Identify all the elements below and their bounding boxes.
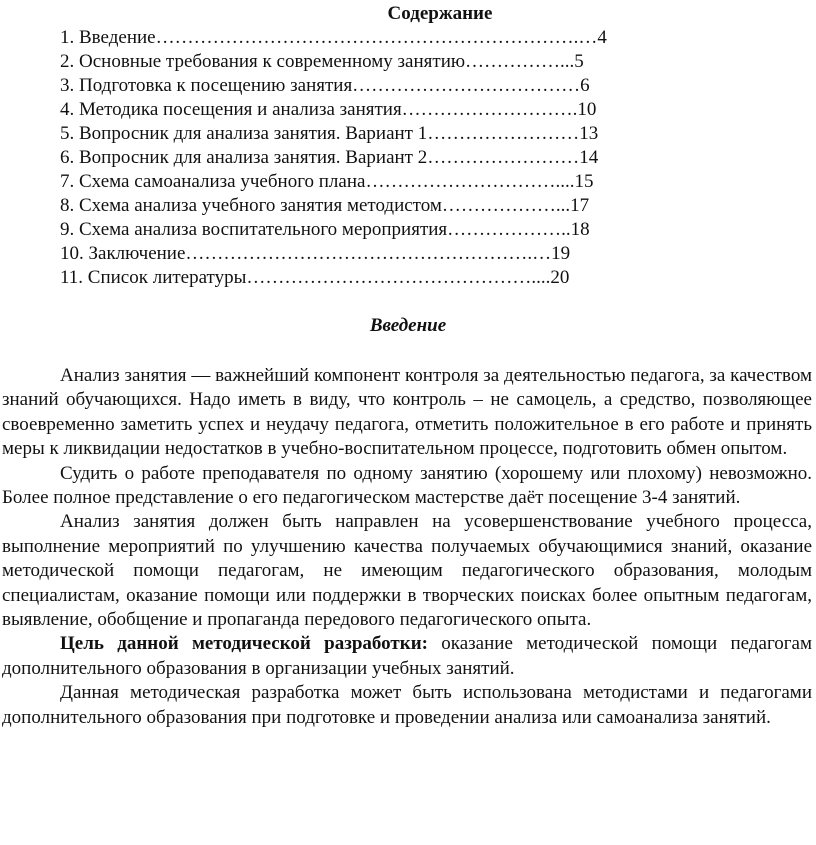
toc-entry: 10. Заключение……………………………………………….…19 <box>60 243 571 264</box>
section-title-introduction: Введение <box>369 315 447 336</box>
toc-entry: 4. Методика посещения и анализа занятия……………………….10 <box>60 99 597 120</box>
goal-label: Цель данной методической разработки: <box>60 633 428 655</box>
toc-entry: 3. Подготовка к посещению занятия………………………………6 <box>60 75 590 96</box>
introduction-body <box>2 364 812 730</box>
paragraph: Данная методическая разработка может быть использована методистами и педагогами дополнительного образования при подготовке и проведении анализа или самоанализа занятий. <box>2 682 812 728</box>
toc-entry: 6. Вопросник для анализа занятия. Вариант 2……………………14 <box>60 147 599 168</box>
toc-entry: 9. Схема анализа воспитательного мероприятия………………..18 <box>60 219 590 240</box>
toc-entry: 2. Основные требования к современному занятию……………...5 <box>60 51 584 72</box>
goal-text: оказание методической помощи педагогам дополнительного образования в организации учебных занятий. <box>2 633 813 679</box>
paragraph: Анализ занятия должен быть направлен на усовершенствование учебного процесса, выполнение мероприятий по улучшению качества получаемых обучающимися знаний, оказание методической помощи педагогам, не имеющим педагогического образования, молодым специалистам, оказание помощи или поддержки в творческих поисках более опытным педагогам, выявление, обобщение и пропаганда передового педагогического опыта. <box>2 511 812 631</box>
toc-entry: 5. Вопросник для анализа занятия. Вариант 1……………………13 <box>60 123 599 144</box>
paragraph: Судить о работе преподавателя по одному занятию (хорошему или плохому) невозможно. Более полное представление о его педагогическом мастерстве даёт посещение 3-4 занятий. <box>2 462 812 509</box>
paragraph-goal <box>2 632 812 681</box>
paragraph: Анализ занятия — важнейший компонент контроля за деятельностью педагога, за качеством знаний обучающихся. Надо иметь в виду, что контроль – не самоцель, а средство, позволяющее своевременно заметить успех и неудачу педагога, отметить положительное в его работе и принять меры к ликвидации недостатков в учебно-воспитательном процессе, подготовить обмен опытом. <box>2 365 812 460</box>
toc-entry: 11. Список литературы………………………………………....20 <box>60 267 570 288</box>
toc-entry: 7. Схема самоанализа учебного плана…………………………....15 <box>60 171 594 192</box>
toc-entry: 8. Схема анализа учебного занятия методистом………………...17 <box>60 195 590 216</box>
toc-title: Содержание <box>387 3 493 24</box>
toc-entry: 1. Введение………………………………………………………….…4 <box>60 27 607 48</box>
table-of-contents <box>60 26 607 290</box>
